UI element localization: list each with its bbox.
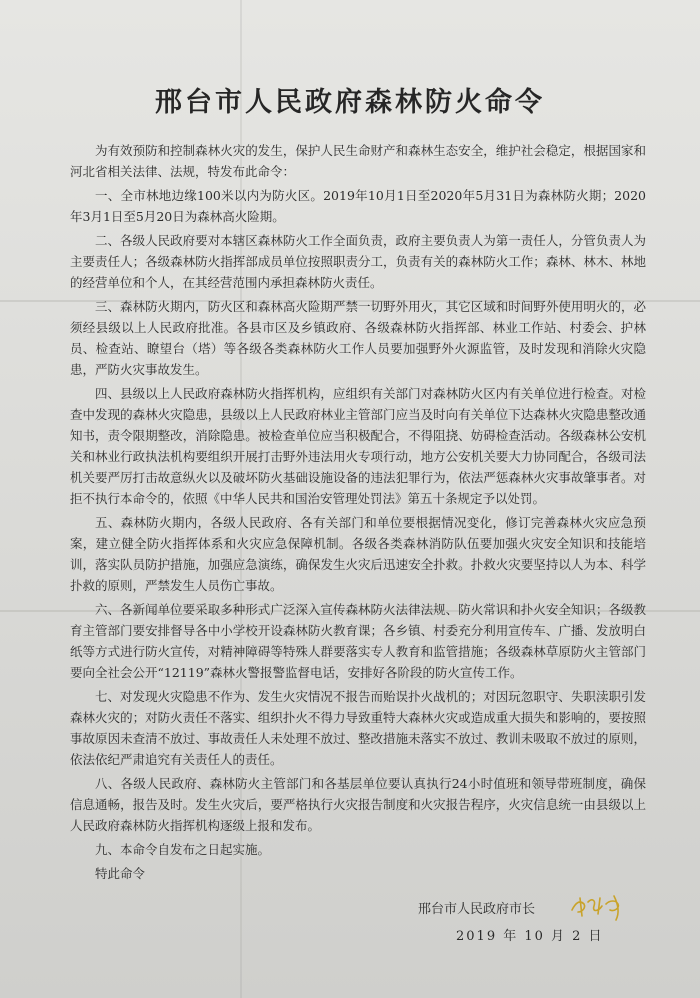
issue-date: 2019 年 10 月 2 日 xyxy=(456,929,604,944)
item-paragraph-7: 七、对发现火灾隐患不作为、发生火灾情况不报告而贻误扑火战机的；对因玩忽职守、失职渎职引发森林火灾的；对防火责任不落实、组织扑火不得力导致重特大森林火灾或造成重大损失和影响的，要按照事故原因未查清不放过、事故责任人未处理不放过、整改措施未落实不放过、教训未吸取不放过的原则，依法依纪严肃追究有关责任人的责任。 xyxy=(70,689,646,767)
item-paragraph-9: 九、本命令自发布之日起实施。 xyxy=(95,842,271,857)
closing-line: 特此命令 xyxy=(95,866,146,881)
item-paragraph-5: 五、森林防火期内，各级人民政府、各有关部门和单位要根据情况变化，修订完善森林火灾应急预案，建立健全防火指挥体系和火灾应急保障机制。各级各类森林消防队伍要加强火灾安全知识和技能培训，落实队员防护措施，加强应急演练，确保发生火灾后迅速安全扑救。扑救火灾要坚持以人为本、科学扑救的原则，严禁发生人员伤亡事故。 xyxy=(70,515,646,593)
item-paragraph-4: 四、县级以上人民政府森林防火指挥机构，应组织有关部门对森林防火区内有关单位进行检查。对检查中发现的森林火灾隐患，县级以上人民政府林业主管部门应当及时向有关单位下达森林火灾隐患整改通知书，责令限期整改，消除隐患。被检查单位应当积极配合，不得阻挠、妨碍检查活动。各级森林公安机关和林业行政执法机构要组织开展打击野外违法用火专项行动，地方公安机关要大力协同配合，各级司法机关要严厉打击故意纵火以及破坏防火基础设施设备的违法犯罪行为，依法严惩森林火灾事故肇事者。对拒不执行本命令的，依照《中华人民共和国治安管理处罚法》第五十条规定予以处罚。 xyxy=(70,386,646,506)
item-paragraph-1: 一、全市林地边缘100米以内为防火区。2019年10月1日至2020年5月31日为森林防火期；2020年3月1日至5月20日为森林高火险期。 xyxy=(70,188,646,224)
document-title: 邢台市人民政府森林防火命令 xyxy=(155,87,545,118)
item-paragraph-6: 六、各新闻单位要采取多种形式广泛深入宣传森林防火法律法规、防火常识和扑火安全知识；各级教育主管部门要安排督导各中小学校开设森林防火教育课；各乡镇、村委充分利用宣传车、广播、发放明白纸等方式进行防火宣传，对精神障碍等特殊人群要落实专人教育和监管措施；各级森林草原防火主管部门要向全社会公开“12119”森林火警报警监督电话，安排好各阶段的防火宣传工作。 xyxy=(70,602,646,680)
handwritten-signature xyxy=(568,890,628,924)
intro-paragraph: 为有效预防和控制森林火灾的发生，保护人民生命财产和森林生态安全，维护社会稳定，根据国家和河北省相关法律、法规，特发布此命令： xyxy=(70,143,646,179)
item-paragraph-8: 八、各级人民政府、森林防火主管部门和各基层单位要认真执行24小时值班和领导带班制度，确保信息通畅，报告及时。发生火灾后，要严格执行火灾报告制度和火灾报告程序，火灾信息统一由县级以上人民政府森林防火指挥机构逐级上报和发布。 xyxy=(70,776,646,833)
item-paragraph-3: 三、森林防火期内，防火区和森林高火险期严禁一切野外用火，其它区域和时间野外使用明火的，必须经县级以上人民政府批准。各县市区及乡镇政府、各级森林防火指挥部、林业工作站、村委会、护林员、检查站、瞭望台（塔）等各级各类森林防火工作人员要加强野外火源监管，及时发现和消除火灾隐患，严防火灾事故发生。 xyxy=(70,299,646,377)
document-body xyxy=(70,140,646,887)
signatory-title: 邢台市人民政府市长 xyxy=(418,902,536,917)
item-paragraph-2: 二、各级人民政府要对本辖区森林防火工作全面负责，政府主要负责人为第一责任人，分管负责人为主要责任人；各级森林防火指挥部成员单位按照职责分工，负责有关的森林防火工作；森林、林木、林地的经营单位和个人，在其经营范围内承担森林防火责任。 xyxy=(70,233,646,290)
